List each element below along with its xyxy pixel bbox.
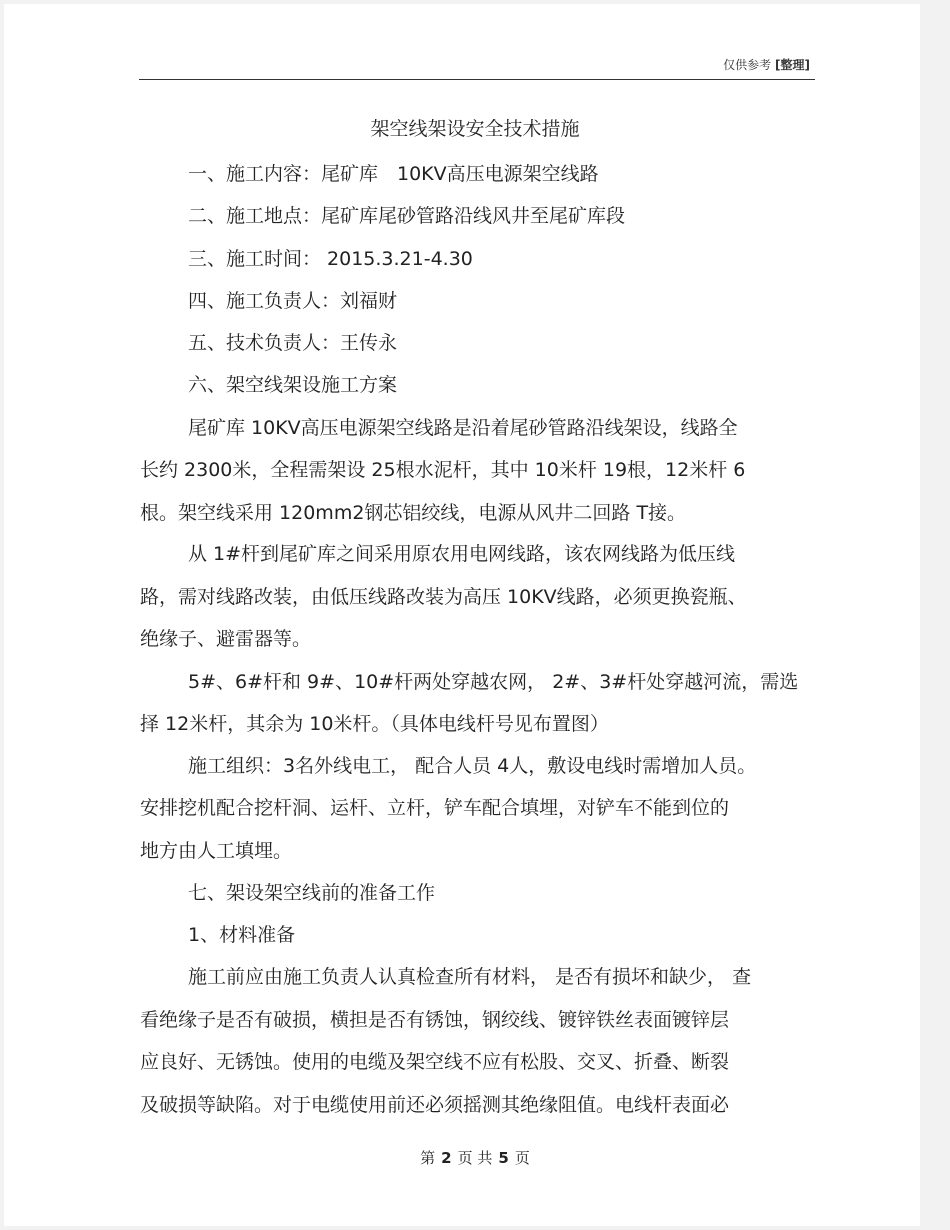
- paragraph-line: 5#、6#杆和 9#、10#杆两处穿越农网， 2#、3#杆处穿越河流，需选: [188, 671, 799, 693]
- paragraph-line: 路，需对线路改装，由低压线路改装为高压 10KV线路，必须更换瓷瓶、: [140, 586, 747, 608]
- footer-middle: 页 共: [457, 1149, 493, 1167]
- paragraph-line: 长约 2300米，全程需架设 25根水泥杆，其中 10米杆 19根，12米杆 6: [140, 459, 746, 481]
- section-7-heading: 七、架设架空线前的准备工作: [188, 882, 436, 904]
- paragraph-line: 从 1#杆到尾矿库之间采用原农用电网线路，该农网线路为低压线: [188, 543, 736, 565]
- paragraph-line: 安排挖机配合挖杆洞、运杆、立杆，铲车配合填埋，对铲车不能到位的: [140, 797, 730, 819]
- section-2-location: 二、施工地点：尾矿库尾砂管路沿线风井至尾矿库段: [188, 205, 626, 227]
- header-note-tag: [整理]: [775, 58, 810, 72]
- section-1-content: 一、施工内容：尾矿库 10KV高压电源架空线路: [188, 163, 599, 185]
- document-page: [4, 4, 920, 1226]
- paragraph-line: 绝缘子、避雷器等。: [140, 628, 312, 650]
- paragraph-line: 施工前应由施工负责人认真检查所有材料， 是否有损坏和缺少， 查: [188, 966, 752, 988]
- paragraph-line: 施工组织：3名外线电工， 配合人员 4人，敷设电线时需增加人员。: [188, 755, 757, 777]
- paragraph-line: 尾矿库 10KV高压电源架空线路是沿着尾砂管路沿线架设，线路全: [188, 417, 738, 439]
- paragraph-line: 择 12米杆，其余为 10米杆。（具体电线杆号见布置图）: [140, 713, 609, 735]
- subsection-1-heading: 1、材料准备: [188, 924, 296, 946]
- footer-suffix: 页: [514, 1149, 530, 1167]
- paragraph-line: 及破损等缺陷。对于电缆使用前还必须摇测其绝缘阻值。电线杆表面必: [140, 1094, 730, 1116]
- header-note: [723, 56, 810, 73]
- page-footer: [0, 1147, 950, 1168]
- section-3-time: 三、施工时间： 2015.3.21-4.30: [188, 248, 473, 270]
- section-6-heading: 六、架空线架设施工方案: [188, 374, 398, 396]
- paragraph-line: 地方由人工填埋。: [140, 840, 293, 862]
- paragraph-line: 看绝缘子是否有破损，横担是否有锈蚀，钢绞线、镀锌铁丝表面镀锌层: [140, 1009, 730, 1031]
- paragraph-line: 应良好、无锈蚀。使用的电缆及架空线不应有松股、交叉、折叠、断裂: [140, 1051, 730, 1073]
- section-4-construction-lead: 四、施工负责人：刘福财: [188, 290, 398, 312]
- document-title: 架空线架设安全技术措施: [370, 118, 580, 140]
- header-note-text: 仅供参考: [723, 58, 772, 72]
- footer-current-page: 2: [441, 1149, 452, 1167]
- footer-total-pages: 5: [498, 1149, 509, 1167]
- footer-prefix: 第: [420, 1149, 436, 1167]
- paragraph-line: 根。架空线采用 120mm2钢芯铝绞线，电源从风井二回路 T接。: [140, 502, 687, 524]
- section-5-technical-lead: 五、技术负责人：王传永: [188, 332, 398, 354]
- header-rule: [139, 79, 815, 80]
